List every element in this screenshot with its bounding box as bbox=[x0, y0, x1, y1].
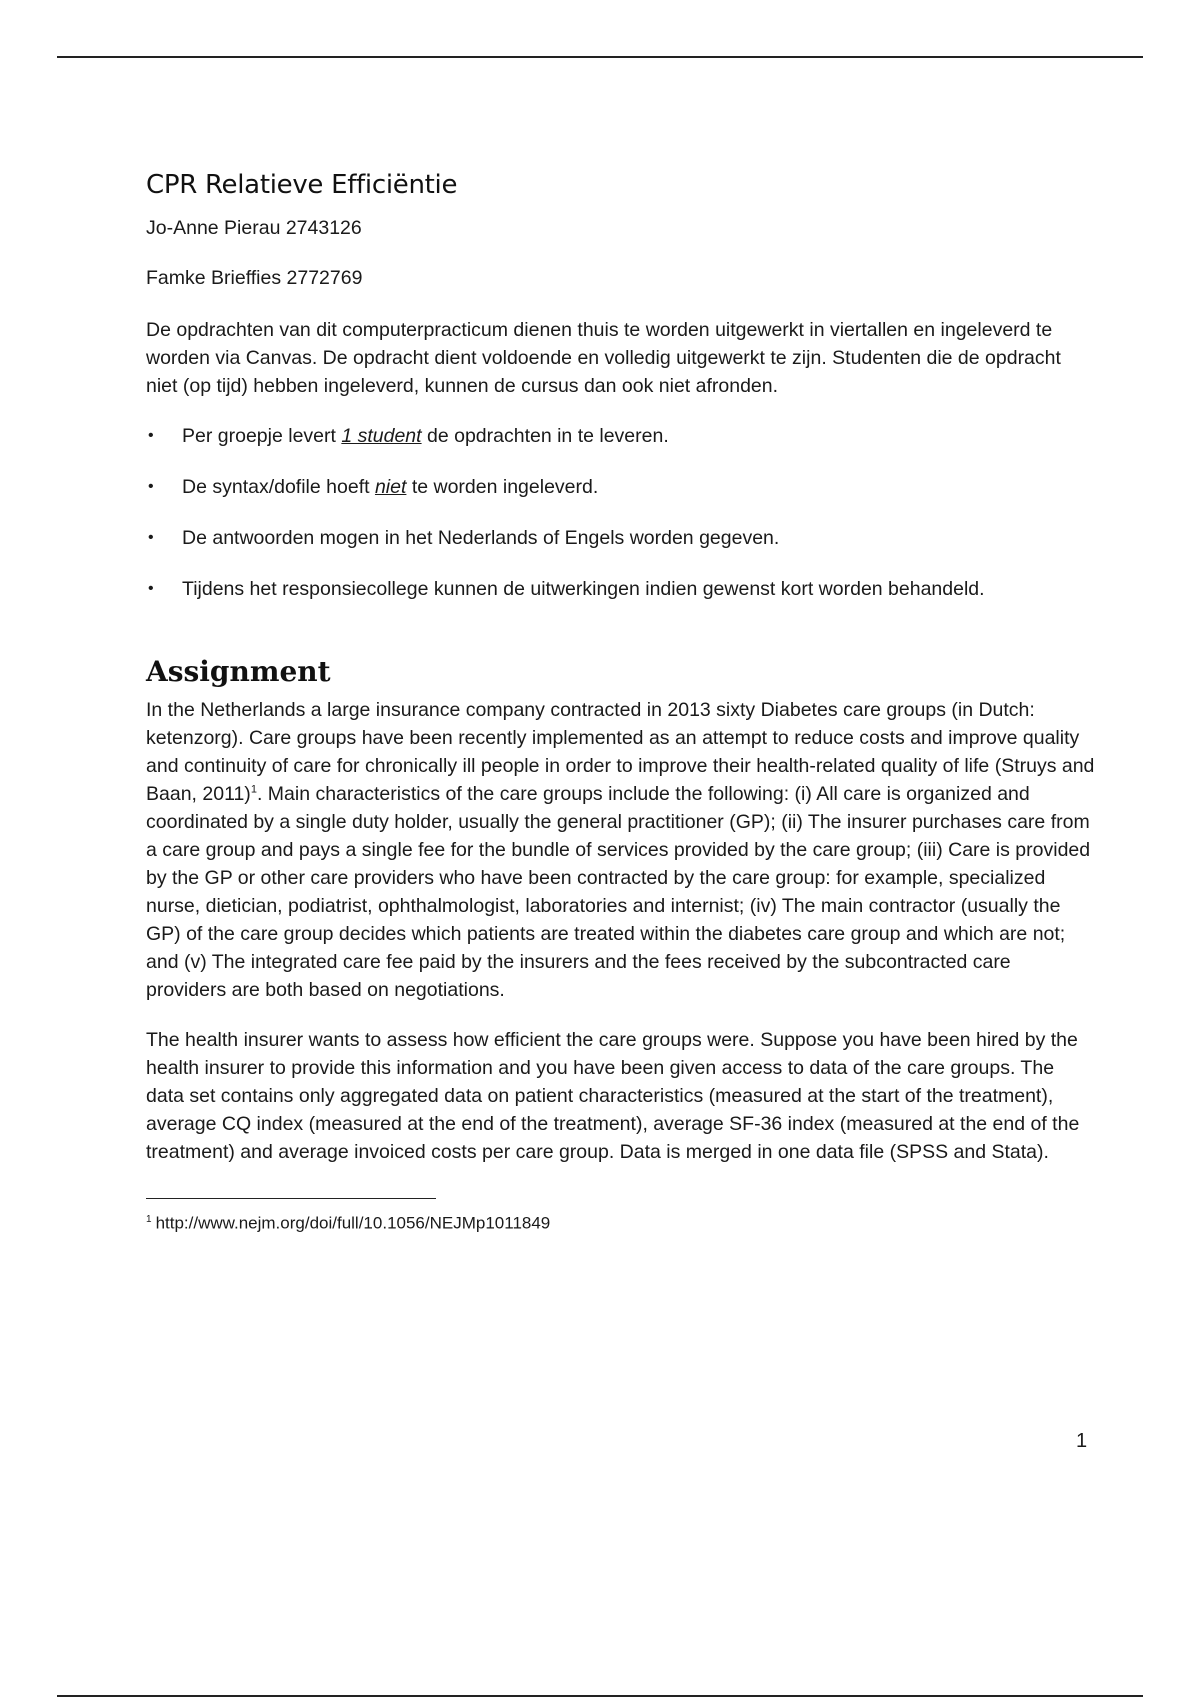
bullet-icon: • bbox=[148, 529, 154, 546]
emphasis-text: niet bbox=[374, 476, 407, 498]
page-number: 1 bbox=[1076, 1430, 1088, 1452]
assignment-paragraph-1-rest: . Main characteristics of the care groups include the following: (i) All care is organized and coordinated by a single duty holder, usually the general practitioner (GP); (ii) The insurer purchases care from a care group and pays a single fee for the bundle of services provided by the care group; (iii) Care is provided by the GP or other care providers who have been contracted by the care group: for example, specialized nurse, dietician, podiatrist, ophthalmologist, laboratories and internist; (iv) The main contractor (usually the GP) of the care group decides which patients are treated within the diabetes care group and which are not; and (v) The integrated care fee paid by the insurers and the fees received by the subcontracted care providers are both based on negotiations. bbox=[146, 783, 1091, 1001]
footnote bbox=[146, 1209, 1096, 1235]
assignment-paragraph-1-start: In the Netherlands a large insurance company contracted in 2013 sixty Diabetes care groups (in Dutch: ketenzorg). Care groups have been recently implemented as an attempt to reduce costs and improve quality and continuity of care for chronically ill people in order to improve their health-related quality of life (Struys and Baan, 2011) bbox=[146, 699, 1095, 805]
footnote-mark: 1 bbox=[146, 1214, 152, 1225]
author-line-1: Jo-Anne Pierau 2743126 bbox=[146, 217, 362, 239]
list-item-text-before: Per groepje levert bbox=[182, 425, 342, 447]
footnote-link[interactable]: http://www.nejm.org/doi/full/10.1056/NEJMp1011849 bbox=[155, 1213, 551, 1233]
bullet-icon: • bbox=[148, 580, 154, 597]
list-item bbox=[146, 524, 1096, 552]
page-content bbox=[146, 170, 1096, 1235]
footer-rule bbox=[57, 1695, 1143, 1697]
author-line-2: Famke Brieffies 2772769 bbox=[146, 267, 363, 289]
list-item bbox=[146, 473, 1096, 501]
emphasis-text: 1 student bbox=[341, 425, 422, 447]
footnote-reference: 1 bbox=[250, 783, 257, 796]
footnote-separator bbox=[146, 1198, 436, 1199]
list-item-text-before: De syntax/dofile hoeft bbox=[182, 476, 375, 498]
list-item-text: De antwoorden mogen in het Nederlands of Engels worden gegeven. bbox=[182, 527, 780, 549]
bullet-icon: • bbox=[148, 478, 154, 495]
instruction-list bbox=[146, 422, 1096, 603]
list-item bbox=[146, 575, 1096, 603]
bullet-icon: • bbox=[148, 427, 154, 444]
list-item-text-after: te worden ingeleverd. bbox=[406, 476, 599, 498]
assignment-paragraph-2: The health insurer wants to assess how efficient the care groups were. Suppose you have been hired by the health insurer to provide this information and you have been given access to data of the care groups. The data set contains only aggregated data on patient characteristics (measured at the start of the treatment), average CQ index (measured at the end of the treatment), average SF-36 index (measured at the end of the treatment) and average invoiced costs per care group. Data is merged in one data file (SPSS and Stata). bbox=[146, 1029, 1080, 1163]
assignment-heading: Assignment bbox=[146, 655, 331, 688]
intro-paragraph: De opdrachten van dit computerpracticum dienen thuis te worden uitgewerkt in viertallen en ingeleverd te worden via Canvas. De opdracht dient voldoende en volledig uitgewerkt te zijn. Studenten die de opdracht niet (op tijd) hebben ingeleverd, kunnen de cursus dan ook niet afronden. bbox=[146, 319, 1061, 397]
list-item-text-after: de opdrachten in te leveren. bbox=[421, 425, 669, 447]
header-rule bbox=[57, 56, 1143, 58]
list-item bbox=[146, 422, 1096, 450]
list-item-text: Tijdens het responsiecollege kunnen de uitwerkingen indien gewenst kort worden behandeld. bbox=[182, 578, 985, 600]
document-title: CPR Relatieve Efficiëntie bbox=[146, 170, 458, 200]
assignment-paragraph-1 bbox=[146, 696, 1096, 1004]
